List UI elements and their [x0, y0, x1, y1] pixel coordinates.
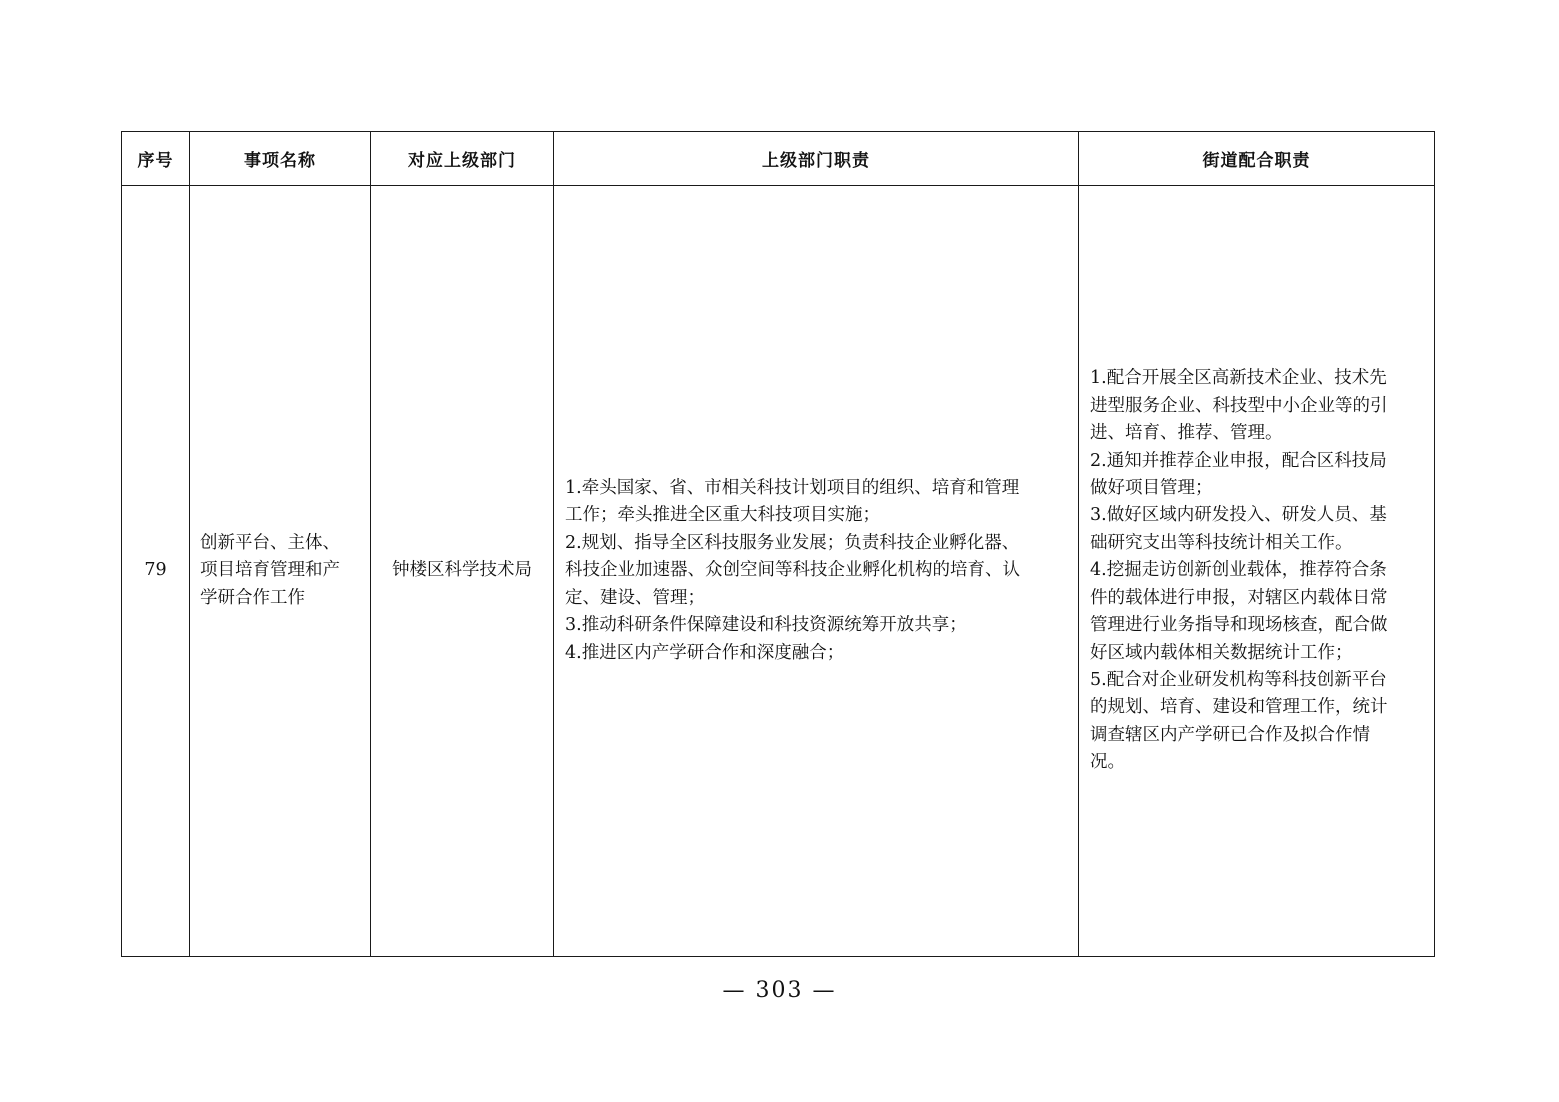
upper-duty-line: 工作；牵头推进全区重大科技项目实施； — [565, 505, 880, 526]
cell-upper-duties — [554, 186, 1079, 957]
header-dept: 对应上级部门 — [371, 132, 554, 186]
header-upper-duties: 上级部门职责 — [554, 132, 1079, 186]
header-seq: 序号 — [122, 132, 190, 186]
street-duty-line: 调查辖区内产学研已合作及拟合作情 — [1090, 724, 1370, 745]
street-duty-line: 4.挖掘走访创新创业载体，推荐符合条 — [1090, 560, 1387, 581]
street-duty-line: 5.配合对企业研发机构等科技创新平台 — [1090, 669, 1387, 690]
street-duty-line: 3.做好区域内研发投入、研发人员、基 — [1090, 505, 1387, 526]
item-name-line: 创新平台、主体、 — [200, 532, 340, 553]
cell-street-duties — [1079, 186, 1435, 957]
cell-item-name — [190, 186, 371, 957]
upper-duty-line: 4.推进区内产学研合作和深度融合； — [565, 642, 845, 663]
street-duty-line: 础研究支出等科技统计相关工作。 — [1090, 532, 1353, 553]
table-body — [122, 186, 1435, 957]
responsibility-table — [121, 131, 1435, 957]
upper-duty-line: 定、建设、管理； — [565, 587, 705, 608]
table-header — [122, 132, 1435, 186]
street-duty-line: 进型服务企业、科技型中小企业等的引 — [1090, 395, 1388, 416]
header-name: 事项名称 — [190, 132, 371, 186]
cell-seq: 79 — [122, 186, 190, 957]
cell-department: 钟楼区科学技术局 — [371, 186, 554, 957]
street-duty-line: 好区域内载体相关数据统计工作； — [1090, 642, 1353, 663]
street-duty-line: 管理进行业务指导和现场核查，配合做 — [1090, 615, 1388, 636]
upper-duty-line: 3.推动科研条件保障建设和科技资源统筹开放共享； — [565, 615, 967, 636]
street-duty-line: 2.通知并推荐企业申报，配合区科技局 — [1090, 450, 1387, 471]
upper-duty-line: 2.规划、指导全区科技服务业发展；负责科技企业孵化器、 — [565, 532, 1020, 553]
item-name-line: 项目培育管理和产 — [200, 560, 340, 581]
street-duty-line: 的规划、培育、建设和管理工作，统计 — [1090, 697, 1388, 718]
street-duty-line: 做好项目管理； — [1090, 478, 1213, 499]
header-row — [122, 132, 1435, 186]
page-number: — 303 — — [722, 978, 837, 1003]
street-duty-line: 件的载体进行申报，对辖区内载体日常 — [1090, 587, 1388, 608]
upper-duty-line: 科技企业加速器、众创空间等科技企业孵化机构的培育、认 — [565, 560, 1020, 581]
street-duty-line: 1.配合开展全区高新技术企业、技术先 — [1090, 368, 1387, 389]
street-duty-line: 况。 — [1090, 752, 1125, 773]
item-name-line: 学研合作工作 — [200, 587, 305, 608]
header-street-duties: 街道配合职责 — [1079, 132, 1435, 186]
street-duty-line: 进、培育、推荐、管理。 — [1090, 423, 1283, 444]
table-row — [122, 186, 1435, 957]
upper-duty-line: 1.牵头国家、省、市相关科技计划项目的组织、培育和管理 — [565, 478, 1020, 499]
